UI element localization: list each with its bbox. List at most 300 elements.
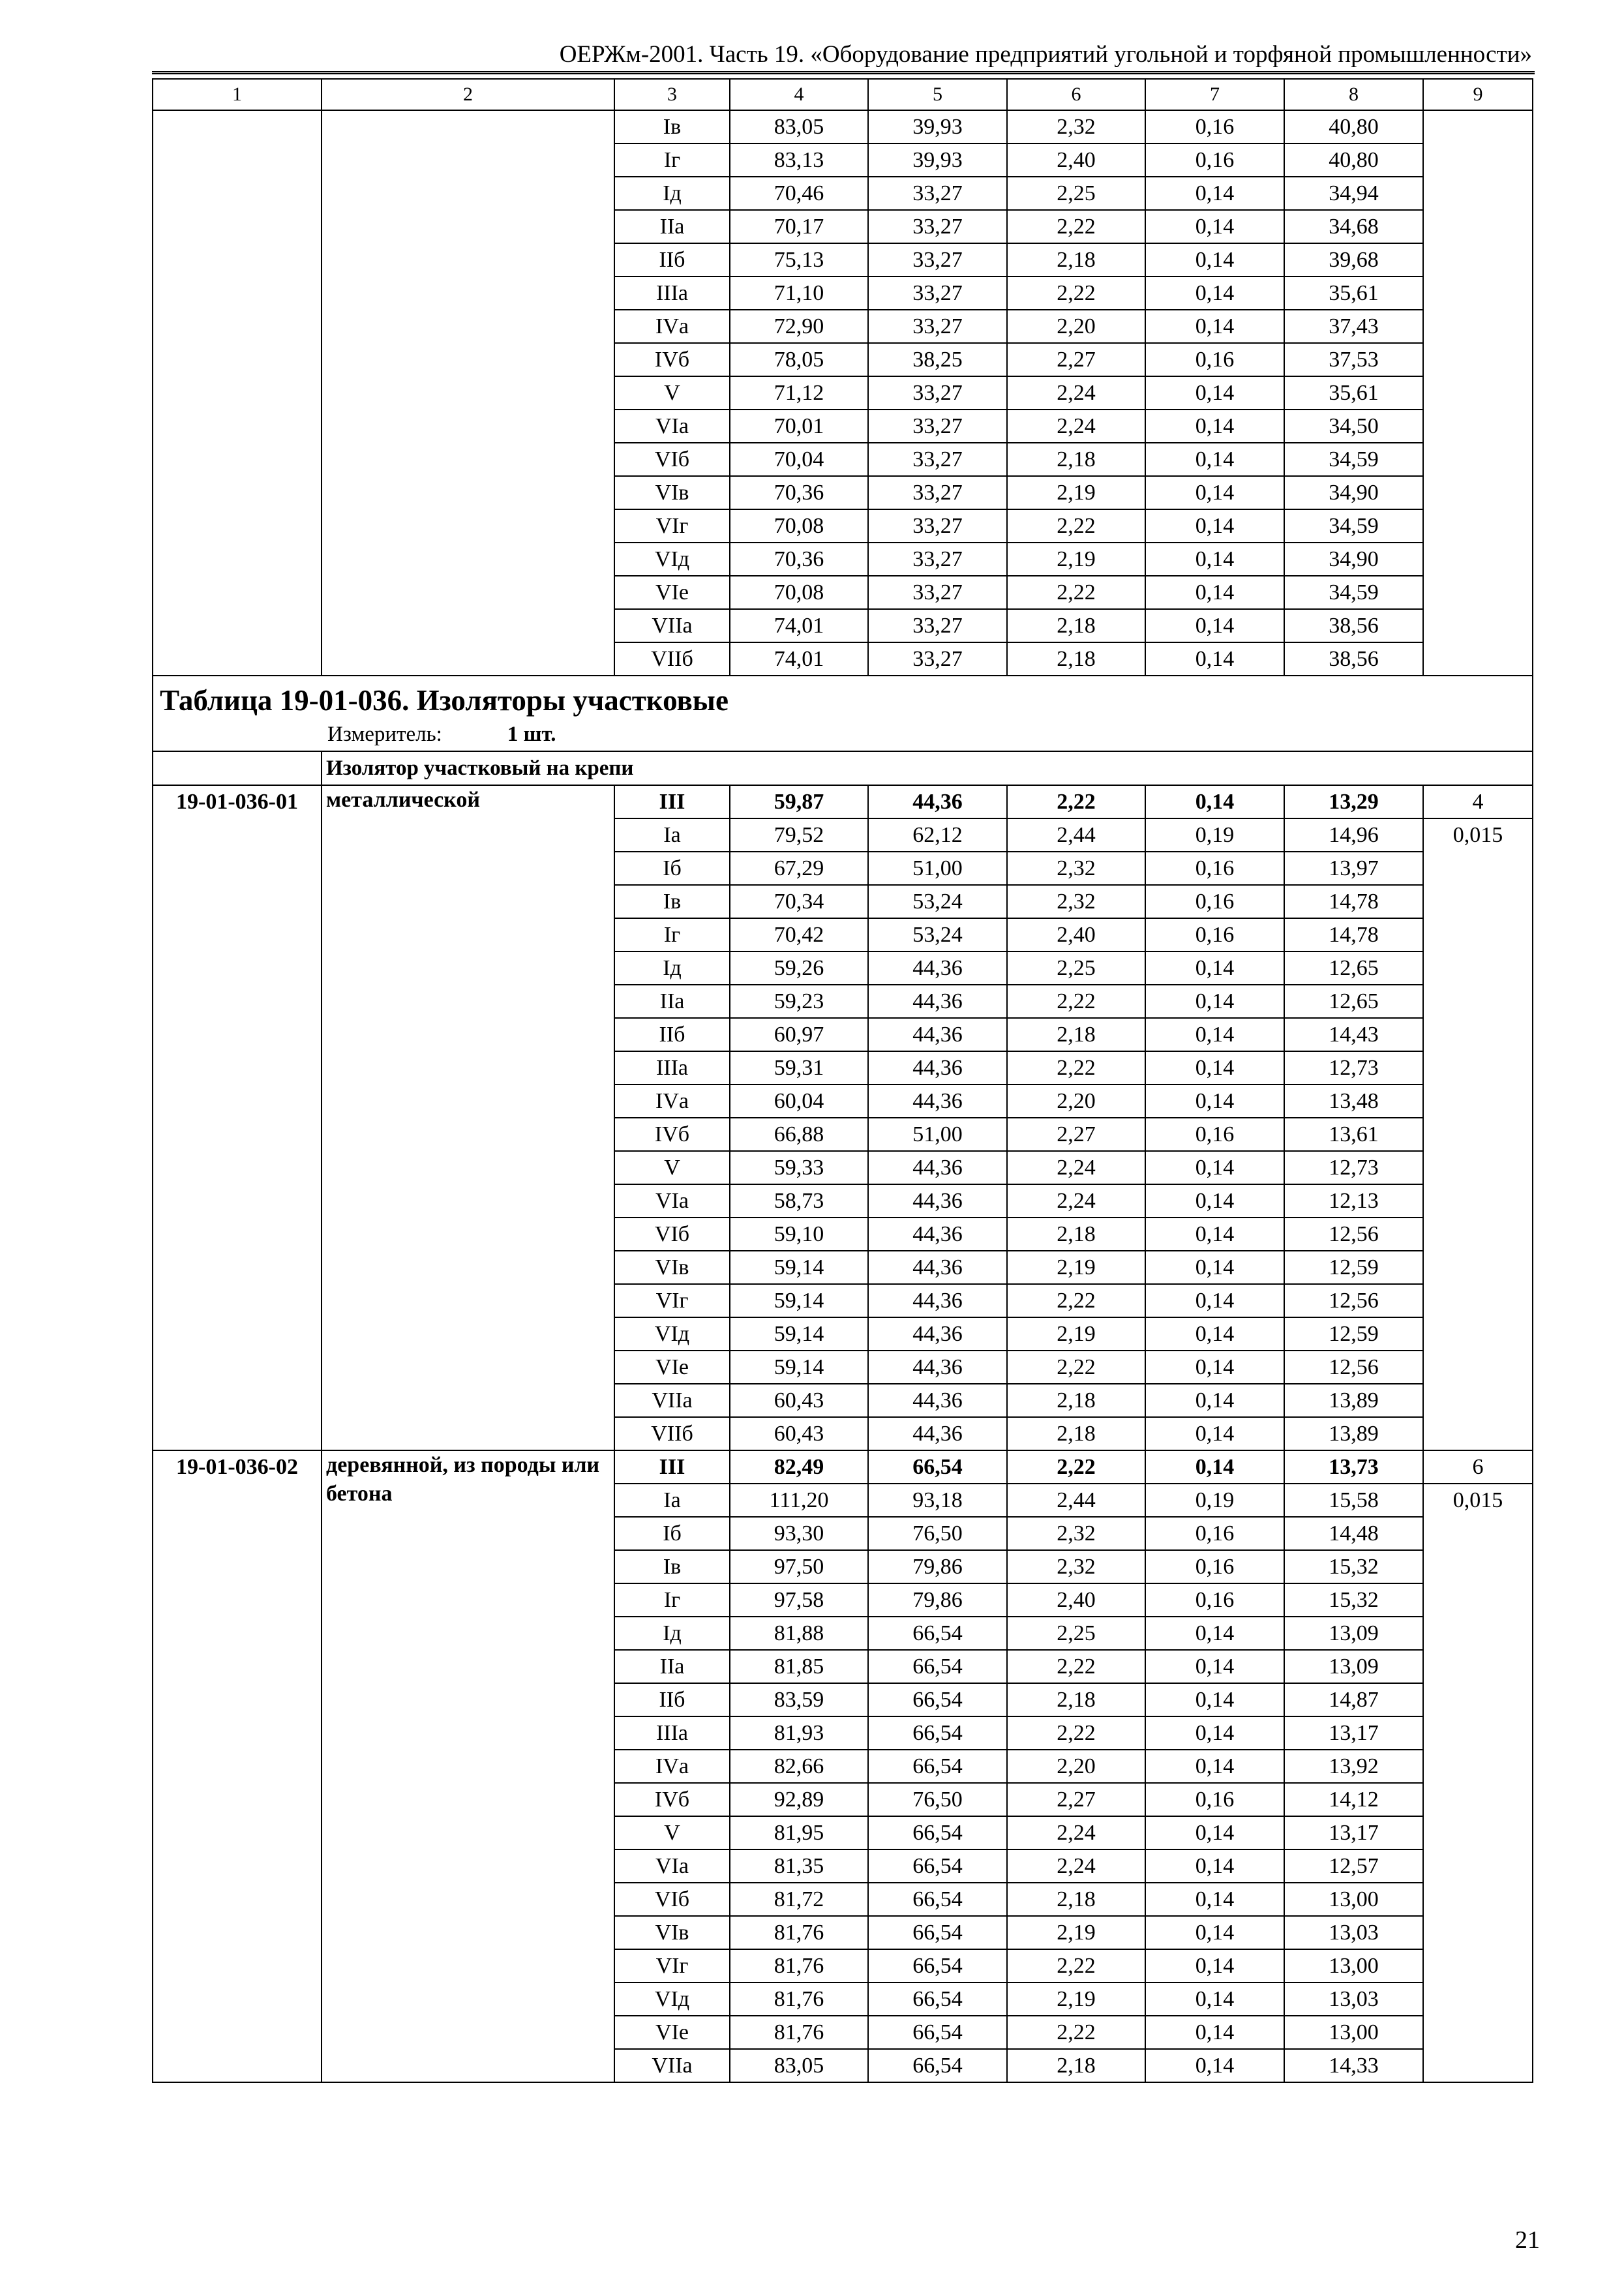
wages-cell: 44,36 xyxy=(868,1284,1007,1317)
total-cost-cell: 81,85 xyxy=(730,1650,868,1683)
category-cell: IIб xyxy=(614,243,730,277)
category-cell: Iв xyxy=(614,110,730,143)
materials-cell: 15,58 xyxy=(1284,1484,1423,1517)
machine-cost-cell: 2,32 xyxy=(1007,110,1145,143)
column-number: 6 xyxy=(1007,79,1145,110)
category-cell: VIIб xyxy=(614,642,730,676)
materials-cell: 34,59 xyxy=(1284,576,1423,609)
total-cost-cell: 59,23 xyxy=(730,985,868,1018)
machinist-wages-cell: 0,14 xyxy=(1145,277,1284,310)
machine-cost-cell: 2,19 xyxy=(1007,1317,1145,1351)
table-row xyxy=(153,110,1533,143)
wages-cell: 79,86 xyxy=(868,1583,1007,1617)
machinist-wages-cell: 0,14 xyxy=(1145,1750,1284,1783)
category-cell: VIа xyxy=(614,410,730,443)
materials-cell: 13,17 xyxy=(1284,1816,1423,1849)
machine-cost-cell: 2,22 xyxy=(1007,1351,1145,1384)
wages-cell: 62,12 xyxy=(868,818,1007,852)
machinist-wages-cell: 0,14 xyxy=(1145,243,1284,277)
category-cell: Iг xyxy=(614,143,730,177)
category-cell: IIб xyxy=(614,1683,730,1716)
machine-cost-cell: 2,20 xyxy=(1007,310,1145,343)
category-cell: IVб xyxy=(614,1783,730,1816)
wages-cell: 38,25 xyxy=(868,343,1007,376)
machinist-wages-cell: 0,14 xyxy=(1145,642,1284,676)
name-cell: металлической xyxy=(322,785,614,1450)
machinist-wages-cell: 0,14 xyxy=(1145,443,1284,476)
materials-cell: 12,73 xyxy=(1284,1151,1423,1184)
resource-cell: 0,015 xyxy=(1423,818,1533,1450)
machine-cost-cell: 2,18 xyxy=(1007,1417,1145,1450)
total-cost-cell: 81,88 xyxy=(730,1617,868,1650)
wages-cell: 66,54 xyxy=(868,1982,1007,2016)
category-cell: IVа xyxy=(614,310,730,343)
wages-cell: 33,27 xyxy=(868,410,1007,443)
machinist-wages-cell: 0,14 xyxy=(1145,1716,1284,1750)
total-cost-cell: 82,66 xyxy=(730,1750,868,1783)
total-cost-cell: 83,05 xyxy=(730,110,868,143)
total-cost-cell: 92,89 xyxy=(730,1783,868,1816)
category-cell: IVб xyxy=(614,343,730,376)
machine-cost-cell: 2,24 xyxy=(1007,376,1145,410)
machine-cost-cell: 2,40 xyxy=(1007,918,1145,951)
wages-cell: 66,54 xyxy=(868,1617,1007,1650)
column-number: 1 xyxy=(153,79,322,110)
materials-cell: 13,00 xyxy=(1284,1949,1423,1982)
wages-cell: 44,36 xyxy=(868,1051,1007,1085)
name-cell xyxy=(322,110,614,676)
total-cost-cell: 58,73 xyxy=(730,1184,868,1218)
category-cell: Iв xyxy=(614,885,730,918)
measure-line xyxy=(153,720,1532,749)
machinist-wages-cell: 0,19 xyxy=(1145,818,1284,852)
category-cell: IIIа xyxy=(614,1051,730,1085)
machinist-wages-cell: 0,14 xyxy=(1145,1018,1284,1051)
machine-cost-cell: 2,19 xyxy=(1007,543,1145,576)
wages-cell: 33,27 xyxy=(868,543,1007,576)
category-cell: IIIа xyxy=(614,277,730,310)
category-cell: VIа xyxy=(614,1184,730,1218)
category-cell: Iа xyxy=(614,1484,730,1517)
machine-cost-cell: 2,18 xyxy=(1007,243,1145,277)
wages-cell: 33,27 xyxy=(868,277,1007,310)
machine-cost-cell: 2,22 xyxy=(1007,1650,1145,1683)
wages-cell: 44,36 xyxy=(868,1085,1007,1118)
category-cell: IIIа xyxy=(614,1716,730,1750)
materials-cell: 13,97 xyxy=(1284,852,1423,885)
materials-cell: 34,68 xyxy=(1284,210,1423,243)
total-cost-cell: 75,13 xyxy=(730,243,868,277)
total-cost-cell: 60,04 xyxy=(730,1085,868,1118)
materials-cell: 14,33 xyxy=(1284,2049,1423,2082)
category-cell: IIа xyxy=(614,1650,730,1683)
machinist-wages-cell: 0,16 xyxy=(1145,1783,1284,1816)
materials-cell: 15,32 xyxy=(1284,1550,1423,1583)
column-number: 8 xyxy=(1284,79,1423,110)
total-cost-cell: 83,59 xyxy=(730,1683,868,1716)
machine-cost-cell: 2,44 xyxy=(1007,1484,1145,1517)
machinist-wages-cell: 0,14 xyxy=(1145,177,1284,210)
wages-cell: 66,54 xyxy=(868,1450,1007,1484)
category-cell: Iд xyxy=(614,177,730,210)
machinist-wages-cell: 0,16 xyxy=(1145,918,1284,951)
category-cell: Iа xyxy=(614,818,730,852)
machine-cost-cell: 2,19 xyxy=(1007,1916,1145,1949)
total-cost-cell: 59,14 xyxy=(730,1284,868,1317)
machine-cost-cell: 2,32 xyxy=(1007,885,1145,918)
machinist-wages-cell: 0,16 xyxy=(1145,1550,1284,1583)
category-cell: V xyxy=(614,1151,730,1184)
machinist-wages-cell: 0,14 xyxy=(1145,2049,1284,2082)
machine-cost-cell: 2,22 xyxy=(1007,1949,1145,1982)
machine-cost-cell: 2,18 xyxy=(1007,1683,1145,1716)
machine-cost-cell: 2,18 xyxy=(1007,1018,1145,1051)
materials-cell: 34,90 xyxy=(1284,543,1423,576)
category-cell: VIг xyxy=(614,1284,730,1317)
machinist-wages-cell: 0,14 xyxy=(1145,985,1284,1018)
machinist-wages-cell: 0,16 xyxy=(1145,1118,1284,1151)
materials-cell: 13,29 xyxy=(1284,785,1423,818)
machine-cost-cell: 2,20 xyxy=(1007,1750,1145,1783)
machine-cost-cell: 2,22 xyxy=(1007,2016,1145,2049)
table-title-cell xyxy=(153,676,1533,751)
total-cost-cell: 70,36 xyxy=(730,476,868,509)
machine-cost-cell: 2,32 xyxy=(1007,852,1145,885)
materials-cell: 13,00 xyxy=(1284,2016,1423,2049)
total-cost-cell: 82,49 xyxy=(730,1450,868,1484)
total-cost-cell: 97,50 xyxy=(730,1550,868,1583)
table-title-row xyxy=(153,676,1533,751)
total-cost-cell: 59,33 xyxy=(730,1151,868,1184)
machinist-wages-cell: 0,14 xyxy=(1145,509,1284,543)
machinist-wages-cell: 0,16 xyxy=(1145,143,1284,177)
machinist-wages-cell: 0,14 xyxy=(1145,1417,1284,1450)
wages-cell: 79,86 xyxy=(868,1550,1007,1583)
machinist-wages-cell: 0,14 xyxy=(1145,1251,1284,1284)
total-cost-cell: 70,46 xyxy=(730,177,868,210)
category-cell: Iв xyxy=(614,1550,730,1583)
wages-cell: 33,27 xyxy=(868,310,1007,343)
total-cost-cell: 70,01 xyxy=(730,410,868,443)
category-cell: Iб xyxy=(614,852,730,885)
machine-cost-cell: 2,22 xyxy=(1007,509,1145,543)
materials-cell: 13,03 xyxy=(1284,1916,1423,1949)
wages-cell: 66,54 xyxy=(868,1650,1007,1683)
materials-cell: 35,61 xyxy=(1284,376,1423,410)
total-cost-cell: 59,14 xyxy=(730,1351,868,1384)
machinist-wages-cell: 0,14 xyxy=(1145,1151,1284,1184)
total-cost-cell: 70,42 xyxy=(730,918,868,951)
category-cell: VIб xyxy=(614,1218,730,1251)
total-cost-cell: 70,34 xyxy=(730,885,868,918)
machine-cost-cell: 2,27 xyxy=(1007,343,1145,376)
subheading-row xyxy=(153,751,1533,785)
machinist-wages-cell: 0,14 xyxy=(1145,1617,1284,1650)
materials-cell: 13,92 xyxy=(1284,1750,1423,1783)
machinist-wages-cell: 0,14 xyxy=(1145,1317,1284,1351)
wages-cell: 76,50 xyxy=(868,1783,1007,1816)
wages-cell: 33,27 xyxy=(868,609,1007,642)
wages-cell: 76,50 xyxy=(868,1517,1007,1550)
machine-cost-cell: 2,18 xyxy=(1007,1384,1145,1417)
machine-cost-cell: 2,27 xyxy=(1007,1783,1145,1816)
machinist-wages-cell: 0,14 xyxy=(1145,1351,1284,1384)
total-cost-cell: 93,30 xyxy=(730,1517,868,1550)
machinist-wages-cell: 0,14 xyxy=(1145,410,1284,443)
machine-cost-cell: 2,22 xyxy=(1007,1450,1145,1484)
category-cell: VIг xyxy=(614,509,730,543)
machine-cost-cell: 2,40 xyxy=(1007,1583,1145,1617)
machinist-wages-cell: 0,14 xyxy=(1145,1051,1284,1085)
category-cell: Iг xyxy=(614,918,730,951)
materials-cell: 14,48 xyxy=(1284,1517,1423,1550)
machinist-wages-cell: 0,14 xyxy=(1145,376,1284,410)
machinist-wages-cell: 0,14 xyxy=(1145,785,1284,818)
machine-cost-cell: 2,18 xyxy=(1007,443,1145,476)
category-cell: VIд xyxy=(614,543,730,576)
machine-cost-cell: 2,18 xyxy=(1007,1883,1145,1916)
materials-cell: 38,56 xyxy=(1284,642,1423,676)
wages-cell: 44,36 xyxy=(868,1351,1007,1384)
machine-cost-cell: 2,24 xyxy=(1007,410,1145,443)
wages-cell: 66,54 xyxy=(868,1683,1007,1716)
category-cell: VIа xyxy=(614,1849,730,1883)
materials-cell: 34,50 xyxy=(1284,410,1423,443)
code-cell: 19-01-036-02 xyxy=(153,1450,322,2082)
wages-cell: 44,36 xyxy=(868,785,1007,818)
resource-cell xyxy=(1423,110,1533,676)
category-cell: IVа xyxy=(614,1750,730,1783)
category-cell: III xyxy=(614,785,730,818)
machinist-wages-cell: 0,14 xyxy=(1145,1085,1284,1118)
machinist-wages-cell: 0,16 xyxy=(1145,1583,1284,1617)
category-cell: IIа xyxy=(614,210,730,243)
wages-cell: 39,93 xyxy=(868,143,1007,177)
total-cost-cell: 60,97 xyxy=(730,1018,868,1051)
machinist-wages-cell: 0,14 xyxy=(1145,1949,1284,1982)
column-number: 3 xyxy=(614,79,730,110)
category-cell: IIа xyxy=(614,985,730,1018)
wages-cell: 33,27 xyxy=(868,576,1007,609)
wages-cell: 66,54 xyxy=(868,1949,1007,1982)
materials-cell: 40,80 xyxy=(1284,143,1423,177)
materials-cell: 13,48 xyxy=(1284,1085,1423,1118)
category-cell: VIе xyxy=(614,576,730,609)
total-cost-cell: 60,43 xyxy=(730,1384,868,1417)
wages-cell: 66,54 xyxy=(868,2016,1007,2049)
wages-cell: 44,36 xyxy=(868,1251,1007,1284)
resource-cell: 0,015 xyxy=(1423,1484,1533,2082)
materials-cell: 34,59 xyxy=(1284,443,1423,476)
wages-cell: 44,36 xyxy=(868,1317,1007,1351)
materials-cell: 13,89 xyxy=(1284,1417,1423,1450)
machine-cost-cell: 2,22 xyxy=(1007,576,1145,609)
header-title: ОЕРЖм-2001. Часть 19. «Оборудование предприятий угольной и торфяной промышленности» xyxy=(559,41,1532,68)
total-cost-cell: 59,14 xyxy=(730,1317,868,1351)
wages-cell: 66,54 xyxy=(868,1750,1007,1783)
resource-cell: 4 xyxy=(1423,785,1533,818)
machine-cost-cell: 2,24 xyxy=(1007,1849,1145,1883)
total-cost-cell: 81,93 xyxy=(730,1716,868,1750)
page-header xyxy=(152,37,1535,74)
total-cost-cell: 81,76 xyxy=(730,1982,868,2016)
column-number: 4 xyxy=(730,79,868,110)
wages-cell: 44,36 xyxy=(868,1018,1007,1051)
machine-cost-cell: 2,27 xyxy=(1007,1118,1145,1151)
machine-cost-cell: 2,22 xyxy=(1007,277,1145,310)
wages-cell: 44,36 xyxy=(868,1218,1007,1251)
machine-cost-cell: 2,24 xyxy=(1007,1184,1145,1218)
wages-cell: 66,54 xyxy=(868,1716,1007,1750)
materials-cell: 13,09 xyxy=(1284,1617,1423,1650)
materials-cell: 14,87 xyxy=(1284,1683,1423,1716)
materials-cell: 39,68 xyxy=(1284,243,1423,277)
machinist-wages-cell: 0,14 xyxy=(1145,1916,1284,1949)
machinist-wages-cell: 0,14 xyxy=(1145,1849,1284,1883)
category-cell: V xyxy=(614,1816,730,1849)
materials-cell: 12,65 xyxy=(1284,951,1423,985)
materials-cell: 12,59 xyxy=(1284,1317,1423,1351)
machinist-wages-cell: 0,14 xyxy=(1145,1683,1284,1716)
machine-cost-cell: 2,19 xyxy=(1007,1251,1145,1284)
name-cell: деревянной, из породы или бетона xyxy=(322,1450,614,2082)
materials-cell: 13,73 xyxy=(1284,1450,1423,1484)
wages-cell: 44,36 xyxy=(868,1184,1007,1218)
machine-cost-cell: 2,20 xyxy=(1007,1085,1145,1118)
column-number: 7 xyxy=(1145,79,1284,110)
total-cost-cell: 111,20 xyxy=(730,1484,868,1517)
total-cost-cell: 59,26 xyxy=(730,951,868,985)
total-cost-cell: 83,05 xyxy=(730,2049,868,2082)
machine-cost-cell: 2,22 xyxy=(1007,210,1145,243)
total-cost-cell: 70,08 xyxy=(730,509,868,543)
total-cost-cell: 78,05 xyxy=(730,343,868,376)
materials-cell: 14,78 xyxy=(1284,918,1423,951)
wages-cell: 53,24 xyxy=(868,918,1007,951)
total-cost-cell: 60,43 xyxy=(730,1417,868,1450)
total-cost-cell: 59,87 xyxy=(730,785,868,818)
machinist-wages-cell: 0,14 xyxy=(1145,310,1284,343)
machinist-wages-cell: 0,16 xyxy=(1145,885,1284,918)
machine-cost-cell: 2,19 xyxy=(1007,1982,1145,2016)
machinist-wages-cell: 0,14 xyxy=(1145,1284,1284,1317)
wages-cell: 51,00 xyxy=(868,852,1007,885)
table-row xyxy=(153,1450,1533,1484)
category-cell: VIв xyxy=(614,1251,730,1284)
category-cell: VIв xyxy=(614,476,730,509)
total-cost-cell: 81,95 xyxy=(730,1816,868,1849)
materials-cell: 12,13 xyxy=(1284,1184,1423,1218)
materials-cell: 34,59 xyxy=(1284,509,1423,543)
machine-cost-cell: 2,22 xyxy=(1007,785,1145,818)
machinist-wages-cell: 0,14 xyxy=(1145,1982,1284,2016)
wages-cell: 66,54 xyxy=(868,1849,1007,1883)
subheading-spacer xyxy=(153,751,322,785)
materials-cell: 12,56 xyxy=(1284,1218,1423,1251)
materials-cell: 14,12 xyxy=(1284,1783,1423,1816)
column-number: 9 xyxy=(1423,79,1533,110)
total-cost-cell: 59,10 xyxy=(730,1218,868,1251)
materials-cell: 14,43 xyxy=(1284,1018,1423,1051)
total-cost-cell: 67,29 xyxy=(730,852,868,885)
wages-cell: 33,27 xyxy=(868,376,1007,410)
wages-cell: 33,27 xyxy=(868,243,1007,277)
machine-cost-cell: 2,25 xyxy=(1007,1617,1145,1650)
measure-label: Измеритель: xyxy=(327,723,442,746)
total-cost-cell: 83,13 xyxy=(730,143,868,177)
total-cost-cell: 79,52 xyxy=(730,818,868,852)
category-cell: VIIа xyxy=(614,2049,730,2082)
subheading-cell: Изолятор участковый на крепи xyxy=(322,751,1533,785)
total-cost-cell: 74,01 xyxy=(730,609,868,642)
materials-cell: 37,43 xyxy=(1284,310,1423,343)
wages-cell: 44,36 xyxy=(868,951,1007,985)
materials-cell: 12,56 xyxy=(1284,1351,1423,1384)
materials-cell: 38,56 xyxy=(1284,609,1423,642)
machinist-wages-cell: 0,14 xyxy=(1145,1450,1284,1484)
materials-cell: 13,09 xyxy=(1284,1650,1423,1683)
total-cost-cell: 71,10 xyxy=(730,277,868,310)
wages-cell: 51,00 xyxy=(868,1118,1007,1151)
materials-cell: 13,17 xyxy=(1284,1716,1423,1750)
total-cost-cell: 97,58 xyxy=(730,1583,868,1617)
machine-cost-cell: 2,32 xyxy=(1007,1517,1145,1550)
category-cell: III xyxy=(614,1450,730,1484)
machine-cost-cell: 2,32 xyxy=(1007,1550,1145,1583)
total-cost-cell: 71,12 xyxy=(730,376,868,410)
category-cell: IVб xyxy=(614,1118,730,1151)
rates-table xyxy=(152,78,1533,2083)
total-cost-cell: 81,72 xyxy=(730,1883,868,1916)
machinist-wages-cell: 0,14 xyxy=(1145,1650,1284,1683)
machinist-wages-cell: 0,14 xyxy=(1145,576,1284,609)
category-cell: VIд xyxy=(614,1982,730,2016)
machine-cost-cell: 2,25 xyxy=(1007,951,1145,985)
total-cost-cell: 74,01 xyxy=(730,642,868,676)
machine-cost-cell: 2,44 xyxy=(1007,818,1145,852)
wages-cell: 39,93 xyxy=(868,110,1007,143)
materials-cell: 14,78 xyxy=(1284,885,1423,918)
materials-cell: 40,80 xyxy=(1284,110,1423,143)
materials-cell: 13,03 xyxy=(1284,1982,1423,2016)
machine-cost-cell: 2,22 xyxy=(1007,985,1145,1018)
machine-cost-cell: 2,22 xyxy=(1007,1716,1145,1750)
category-cell: VIв xyxy=(614,1916,730,1949)
machine-cost-cell: 2,19 xyxy=(1007,476,1145,509)
materials-cell: 14,96 xyxy=(1284,818,1423,852)
materials-cell: 12,56 xyxy=(1284,1284,1423,1317)
wages-cell: 33,27 xyxy=(868,443,1007,476)
total-cost-cell: 72,90 xyxy=(730,310,868,343)
wages-cell: 44,36 xyxy=(868,1417,1007,1450)
category-cell: IVа xyxy=(614,1085,730,1118)
machinist-wages-cell: 0,14 xyxy=(1145,2016,1284,2049)
category-cell: Iд xyxy=(614,951,730,985)
materials-cell: 34,90 xyxy=(1284,476,1423,509)
machine-cost-cell: 2,18 xyxy=(1007,642,1145,676)
wages-cell: 66,54 xyxy=(868,1916,1007,1949)
total-cost-cell: 70,08 xyxy=(730,576,868,609)
machine-cost-cell: 2,24 xyxy=(1007,1816,1145,1849)
machine-cost-cell: 2,18 xyxy=(1007,2049,1145,2082)
machine-cost-cell: 2,25 xyxy=(1007,177,1145,210)
total-cost-cell: 70,04 xyxy=(730,443,868,476)
category-cell: VIг xyxy=(614,1949,730,1982)
wages-cell: 44,36 xyxy=(868,1151,1007,1184)
category-cell: VIб xyxy=(614,443,730,476)
wages-cell: 33,27 xyxy=(868,642,1007,676)
total-cost-cell: 59,31 xyxy=(730,1051,868,1085)
